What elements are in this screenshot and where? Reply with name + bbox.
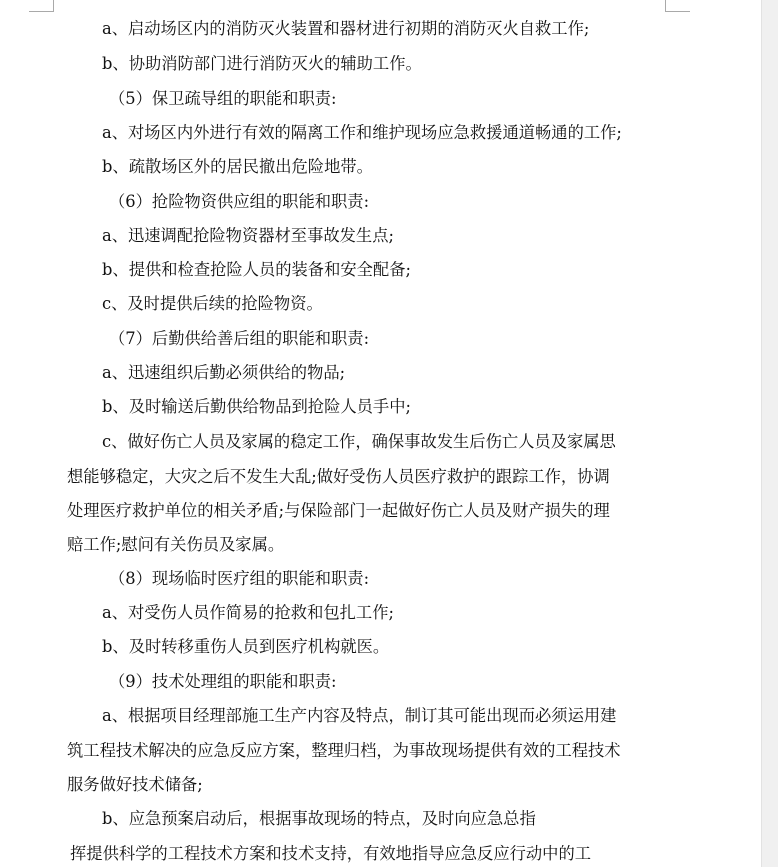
text-line: c、及时提供后续的抢险物资。 bbox=[102, 294, 323, 313]
text-line: b、应急预案启动后，根据事故现场的特点，及时向应急总指 bbox=[102, 809, 536, 828]
text-line: a、迅速调配抢险物资器材至事故发生点; bbox=[102, 226, 394, 245]
text-line: 想能够稳定，大灾之后不发生大乱;做好受伤人员医疗救护的跟踪工作，协调 bbox=[67, 467, 610, 486]
vertical-scrollbar[interactable] bbox=[761, 0, 778, 867]
text-line: b、及时转移重伤人员到医疗机构就医。 bbox=[102, 637, 390, 656]
text-line: 挥提供科学的工程技术方案和技术支持，有效地指导应急反应行动中的工 bbox=[70, 844, 592, 863]
text-line: 赔工作;慰问有关伤员及家属。 bbox=[67, 535, 285, 554]
section-heading: （9）技术处理组的职能和职责: bbox=[109, 672, 337, 691]
text-line: b、及时输送后勤供给物品到抢险人员手中; bbox=[102, 397, 411, 416]
text-line: b、协助消防部门进行消防灭火的辅助工作。 bbox=[102, 54, 422, 73]
section-heading: （7）后勤供给善后组的职能和职责: bbox=[109, 329, 370, 348]
page-corner-mark-left bbox=[29, 0, 54, 12]
text-line: 服务做好技术储备; bbox=[67, 775, 203, 794]
text-line: c、做好伤亡人员及家属的稳定工作，确保事故发生后伤亡人员及家属思 bbox=[102, 432, 616, 451]
text-line: 处理医疗救护单位的相关矛盾;与保险部门一起做好伤亡人员及财产损失的理 bbox=[67, 501, 610, 520]
text-line: b、疏散场区外的居民撤出危险地带。 bbox=[102, 157, 373, 176]
section-heading: （5）保卫疏导组的职能和职责: bbox=[109, 89, 337, 108]
text-line: a、启动场区内的消防灭火装置和器材进行初期的消防灭火自救工作; bbox=[102, 19, 590, 38]
section-heading: （6）抢险物资供应组的职能和职责: bbox=[109, 192, 370, 211]
text-line: a、对场区内外进行有效的隔离工作和维护现场应急救援通道畅通的工作; bbox=[102, 123, 622, 142]
text-line: 筑工程技术解决的应急反应方案，整理归档，为事故现场提供有效的工程技术 bbox=[67, 741, 621, 760]
section-heading: （8）现场临时医疗组的职能和职责: bbox=[109, 569, 370, 588]
text-line: a、迅速组织后勤必须供给的物品; bbox=[102, 363, 346, 382]
text-line: b、提供和检查抢险人员的装备和安全配备; bbox=[102, 260, 411, 279]
text-line: a、对受伤人员作简易的抢救和包扎工作; bbox=[102, 603, 394, 622]
text-line: a、根据项目经理部施工生产内容及特点，制订其可能出现而必须运用建 bbox=[102, 706, 617, 725]
page-corner-mark-right bbox=[665, 0, 690, 12]
